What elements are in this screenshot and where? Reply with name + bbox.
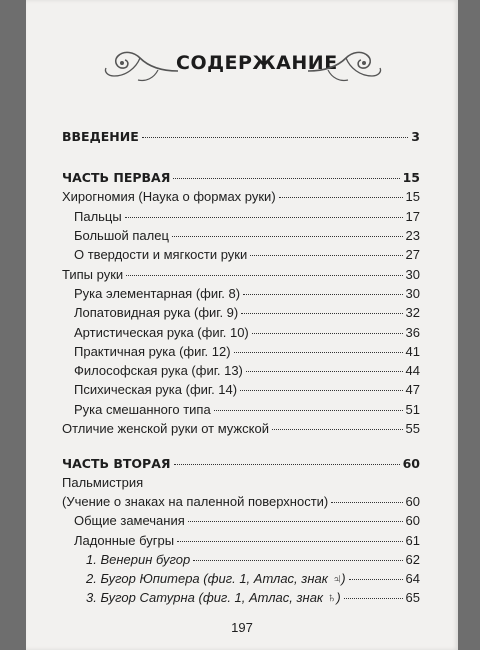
dot-leader <box>279 197 403 198</box>
toc-entry-label: Рука смешанного типа <box>74 402 211 417</box>
toc-entry-label: ВВЕДЕНИЕ <box>62 129 139 144</box>
toc-entry <box>62 474 420 492</box>
toc-entry <box>74 208 420 226</box>
toc-entry-label: Пальцы <box>74 209 122 224</box>
dot-leader <box>193 560 402 561</box>
dot-leader <box>246 371 403 372</box>
toc-entry-page: 55 <box>405 421 420 436</box>
toc-entry <box>74 304 420 322</box>
toc-entry-page: 32 <box>405 305 420 320</box>
toc-entry <box>74 343 420 361</box>
dot-leader <box>250 255 402 256</box>
toc-entry <box>74 246 420 264</box>
toc-entry-page: 60 <box>405 513 420 528</box>
toc-entry-label: ЧАСТЬ ВТОРАЯ <box>62 456 171 471</box>
toc-entry-label: Артистическая рука (фиг. 10) <box>74 325 249 340</box>
toc-entry-page: 17 <box>405 209 420 224</box>
dot-leader <box>241 313 402 314</box>
toc-entry-label: Практичная рука (фиг. 12) <box>74 344 231 359</box>
toc-entry-page: 60 <box>405 494 420 509</box>
toc-entry-page: 30 <box>405 286 420 301</box>
dot-leader <box>243 294 402 295</box>
toc-entry-page: 27 <box>405 247 420 262</box>
dot-leader <box>177 541 402 542</box>
dot-leader <box>252 333 403 334</box>
toc-entry-page: 61 <box>405 533 420 548</box>
dot-leader <box>142 137 409 138</box>
toc-entry-label: Большой палец <box>74 228 169 243</box>
dot-leader <box>173 178 399 179</box>
toc-entry-label: Пальмистрия <box>62 475 144 490</box>
contents-title: СОДЕРЖАНИЕ <box>176 52 338 74</box>
toc-entry <box>74 227 420 245</box>
toc-entry-label: (Учение о знаках на паленной поверхности) <box>62 494 329 509</box>
dot-leader <box>126 275 402 276</box>
toc-entry <box>62 455 420 473</box>
toc-entry <box>62 420 420 438</box>
toc-entry-page: 30 <box>405 267 420 282</box>
toc-entry-page: 47 <box>405 382 420 397</box>
dot-leader <box>331 502 402 503</box>
toc-entry <box>74 362 420 380</box>
toc-entry-label: Отличие женской руки от мужской <box>62 421 269 436</box>
toc-entry <box>74 285 420 303</box>
toc-entry <box>62 169 420 187</box>
toc-entry-label: О твердости и мягкости руки <box>74 247 248 262</box>
toc-entry-label: ЧАСТЬ ПЕРВАЯ <box>62 170 171 185</box>
heading-row <box>26 44 458 88</box>
toc-entry-label: Лопатовидная рука (фиг. 9) <box>74 305 239 320</box>
book-page <box>26 0 458 650</box>
dot-leader <box>344 598 403 599</box>
toc-entry <box>62 493 420 511</box>
toc-entry-page: 65 <box>405 590 420 605</box>
toc-entry-page: 64 <box>405 571 420 586</box>
toc-entry-label: Хирогномия (Наука о формах руки) <box>62 189 276 204</box>
toc-entry-page: 62 <box>405 552 420 567</box>
toc-entry-page: 36 <box>405 325 420 340</box>
toc-entry-label: 2. Бугор Юпитера (фиг. 1, Атлас, знак ♃) <box>86 571 346 586</box>
toc-entry-page: 23 <box>405 228 420 243</box>
toc-entry <box>62 266 420 284</box>
page-number: 197 <box>231 620 253 635</box>
toc-entry-label: 1. Венерин бугор <box>86 552 191 567</box>
toc-entry <box>74 381 420 399</box>
toc-entry <box>74 401 420 419</box>
toc-entry-page: 15 <box>405 189 420 204</box>
toc-entry-page: 15 <box>402 170 420 185</box>
toc-entry-page: 41 <box>405 344 420 359</box>
toc-entry <box>74 512 420 530</box>
toc-entry-label: Философская рука (фиг. 13) <box>74 363 243 378</box>
dot-leader <box>272 429 403 430</box>
toc-entry-page: 60 <box>402 456 420 471</box>
toc-entry <box>62 188 420 206</box>
toc-entry <box>62 128 420 146</box>
dot-leader <box>172 236 403 237</box>
toc-entry <box>74 532 420 550</box>
toc-entry-page: 51 <box>405 402 420 417</box>
dot-leader <box>174 464 400 465</box>
toc-entry-label: Рука элементарная (фиг. 8) <box>74 286 241 301</box>
dot-leader <box>214 410 403 411</box>
dot-leader <box>240 390 402 391</box>
toc-entry <box>86 551 420 569</box>
toc-entry-label: 3. Бугор Сатурна (фиг. 1, Атлас, знак ♄) <box>86 590 341 605</box>
toc-entry <box>86 570 420 588</box>
toc-entry-page: 3 <box>411 129 420 144</box>
toc-entry <box>86 589 420 607</box>
toc-entry-label: Психическая рука (фиг. 14) <box>74 382 238 397</box>
left-flourish-ornament <box>100 44 180 88</box>
toc-entry-page: 44 <box>405 363 420 378</box>
dot-leader <box>125 217 403 218</box>
dot-leader <box>188 521 403 522</box>
toc-entry-label: Общие замечания <box>74 513 185 528</box>
right-flourish-ornament <box>306 44 386 88</box>
dot-leader <box>349 579 403 580</box>
toc-entry-label: Типы руки <box>62 267 124 282</box>
toc-entry <box>74 324 420 342</box>
toc-entry-label: Ладонные бугры <box>74 533 175 548</box>
dot-leader <box>234 352 403 353</box>
